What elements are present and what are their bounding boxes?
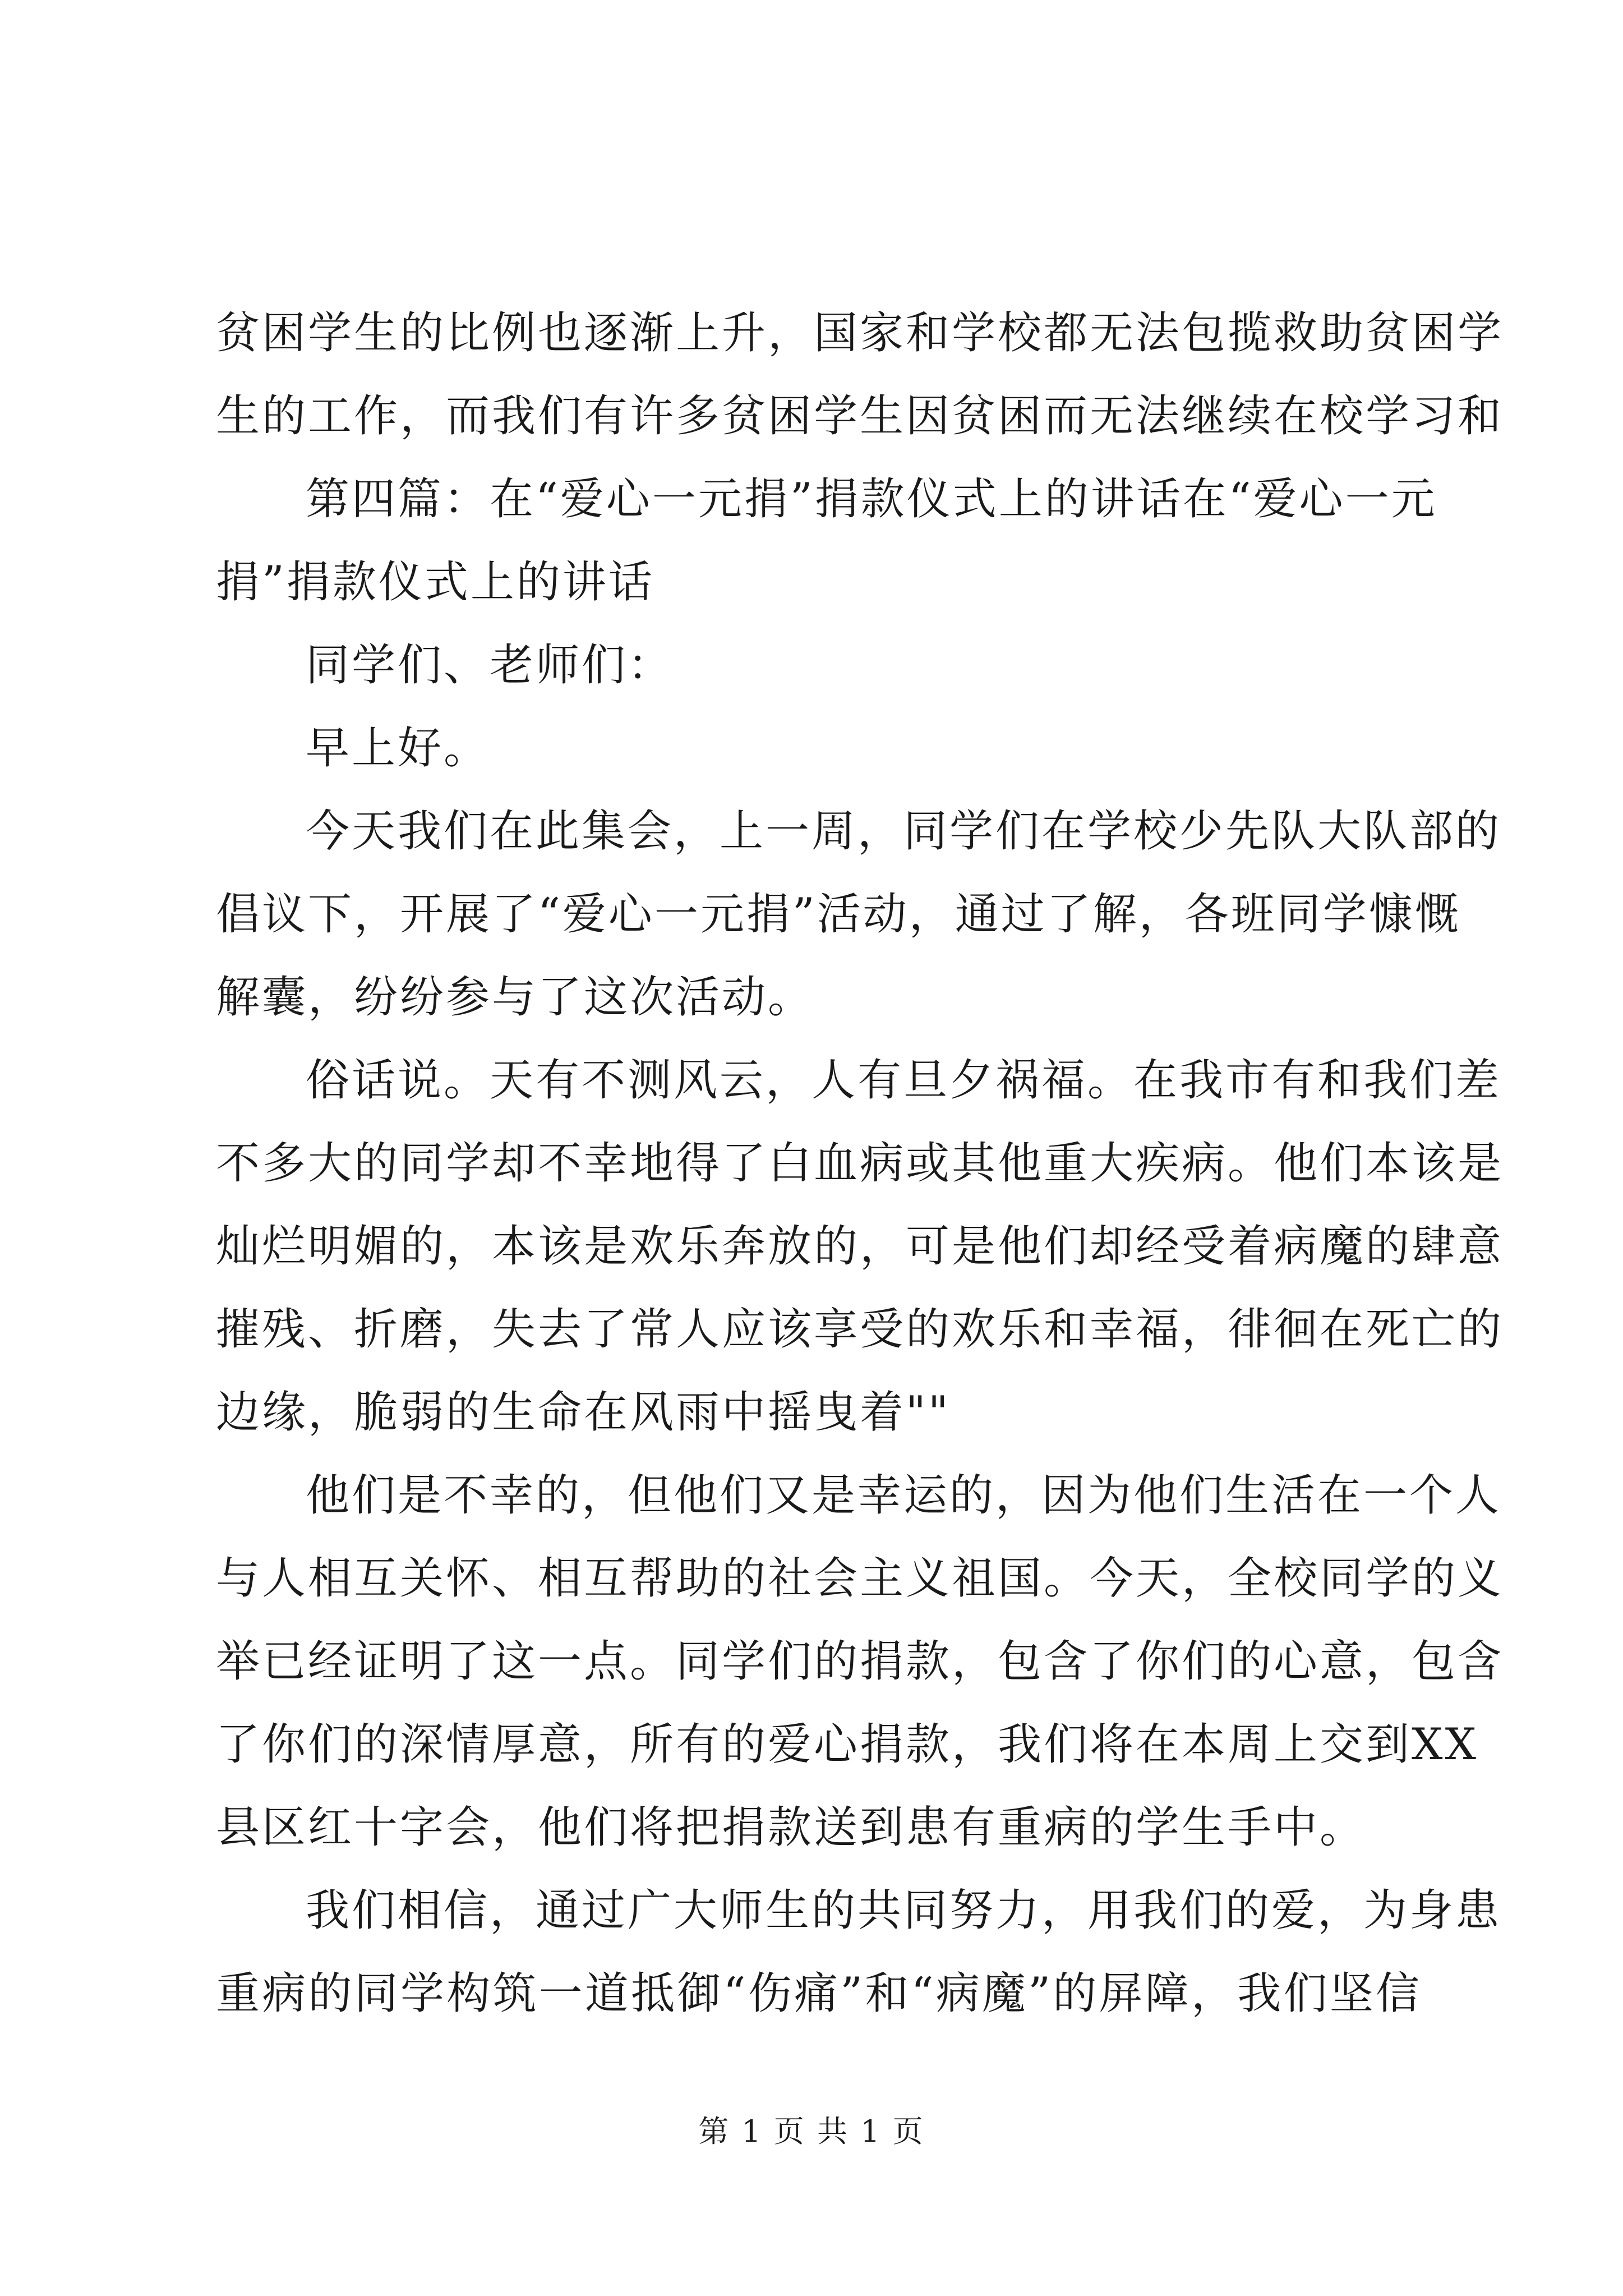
text-line: 他们是不幸的，但他们又是幸运的，因为他们生活在一个人 <box>306 1470 1502 1521</box>
section-heading-line: 捐”捐款仪式上的讲话 <box>216 557 654 608</box>
document-body <box>216 292 1504 2035</box>
text-line: 生的工作，而我们有许多贫困学生因贫困而无法继续在校学习和 <box>216 391 1504 441</box>
text-line: 了你们的深情厚意，所有的爱心捐款，我们将在本周上交到XX <box>216 1719 1479 1770</box>
salutation-line: 同学们、老师们： <box>306 640 674 691</box>
text-line: 县区红十字会，他们将把捐款送到患有重病的学生手中。 <box>216 1802 1366 1853</box>
text-line: 贫困学生的比例也逐渐上升，国家和学校都无法包揽救助贫困学 <box>216 308 1504 358</box>
greeting-line: 早上好。 <box>306 723 490 774</box>
text-line: 不多大的同学却不幸地得了白血病或其他重大疾病。他们本该是 <box>216 1138 1504 1189</box>
text-line: 摧残、折磨，失去了常人应该享受的欢乐和幸福，徘徊在死亡的 <box>216 1304 1504 1355</box>
text-line: 灿烂明媚的，本该是欢乐奔放的，可是他们却经受着病魔的肆意 <box>216 1221 1504 1272</box>
text-line: 俗话说。天有不测风云，人有旦夕祸福。在我市有和我们差 <box>306 1055 1502 1106</box>
text-line: 倡议下，开展了“爱心一元捐”活动，通过了解，各班同学慷慨 <box>216 889 1461 940</box>
text-line: 解囊，纷纷参与了这次活动。 <box>216 972 814 1023</box>
section-heading-line: 第四篇：在“爱心一元捐”捐款仪式上的讲话在“爱心一元 <box>306 474 1437 524</box>
text-line: 今天我们在此集会，上一周，同学们在学校少先队大队部的 <box>306 806 1502 857</box>
text-line: 重病的同学构筑一道抵御“伤痛”和“病魔”的屏障，我们坚信 <box>216 1968 1422 2019</box>
text-line: 举已经证明了这一点。同学们的捐款，包含了你们的心意，包含 <box>216 1636 1504 1687</box>
text-line: 边缘，脆弱的生命在风雨中摇曳着"" <box>216 1387 951 1438</box>
text-line: 我们相信，通过广大师生的共同努力，用我们的爱，为身患 <box>306 1885 1502 1936</box>
text-line: 与人相互关怀、相互帮助的社会主义祖国。今天，全校同学的义 <box>216 1553 1504 1604</box>
page-footer: 第 1 页 共 1 页 <box>698 2114 925 2149</box>
